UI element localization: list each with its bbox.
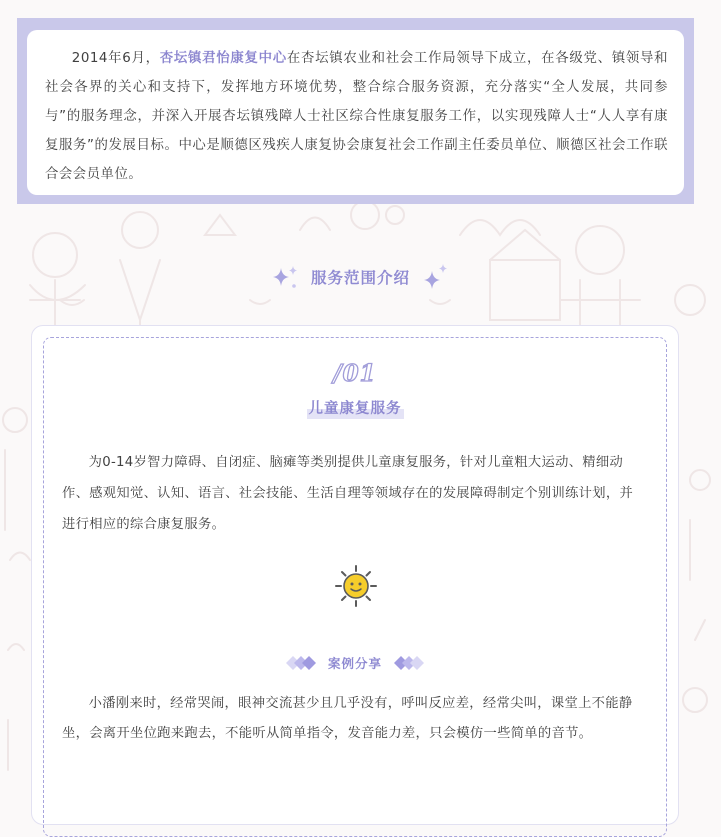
intro-band	[17, 18, 694, 204]
diamond-arrows-icon	[284, 655, 322, 671]
intro-card	[27, 30, 684, 195]
service-number: /01	[333, 360, 377, 387]
case-title: 案例分享	[327, 656, 382, 671]
case-text: 小潘刚来时，经常哭闹，眼神交流甚少且几乎没有，呼叫反应差，经常尖叫，课堂上不能静坐，会离开坐位跑来跑去，不能听从简单指令，发音能力差，只会模仿一些简单的音节。	[62, 696, 633, 741]
intro-text-after: 在杏坛镇农业和社会工作局领导下成立，在各级党、镇领导和社会各界的关心和支持下，发挥地方环境优势，整合综合服务资源，充分落实“全人发展，共同参与”的服务理念，并深入开展杏坛镇残障人士社区综合性康复服务工作，以实现残障人士“人人享有康复服务”的发展目标。中心是顺德区残疾人康复协会康复社会工作副主任委员单位、顺德区社会工作联合会会员单位。	[45, 51, 669, 182]
intro-text-before: 2014年6月，	[71, 51, 160, 66]
case-header	[44, 652, 666, 674]
center-name-highlight: 杏坛镇君怡康复中心	[159, 51, 287, 66]
sparkle-icon	[420, 262, 450, 292]
section-title: 服务范围介绍	[310, 269, 410, 287]
sun-icon	[334, 564, 378, 608]
intro-paragraph	[45, 44, 668, 189]
service-title: 儿童康复服务	[307, 397, 404, 419]
section-header	[0, 259, 721, 295]
diamond-arrows-icon	[388, 655, 426, 671]
service-title-wrap	[44, 397, 666, 419]
service-description: 为0-14岁智力障碍、自闭症、脑瘫等类别提供儿童康复服务，针对儿童粗大运动、精细动作、感观知觉、认知、语言、社会技能、生活自理等领域存在的发展障碍制定个别训练计划，并进行相应的综合康复服务。	[62, 455, 634, 532]
service-card-dashed-frame	[43, 337, 667, 837]
sparkle-icon	[271, 262, 301, 292]
service-card	[31, 325, 679, 825]
